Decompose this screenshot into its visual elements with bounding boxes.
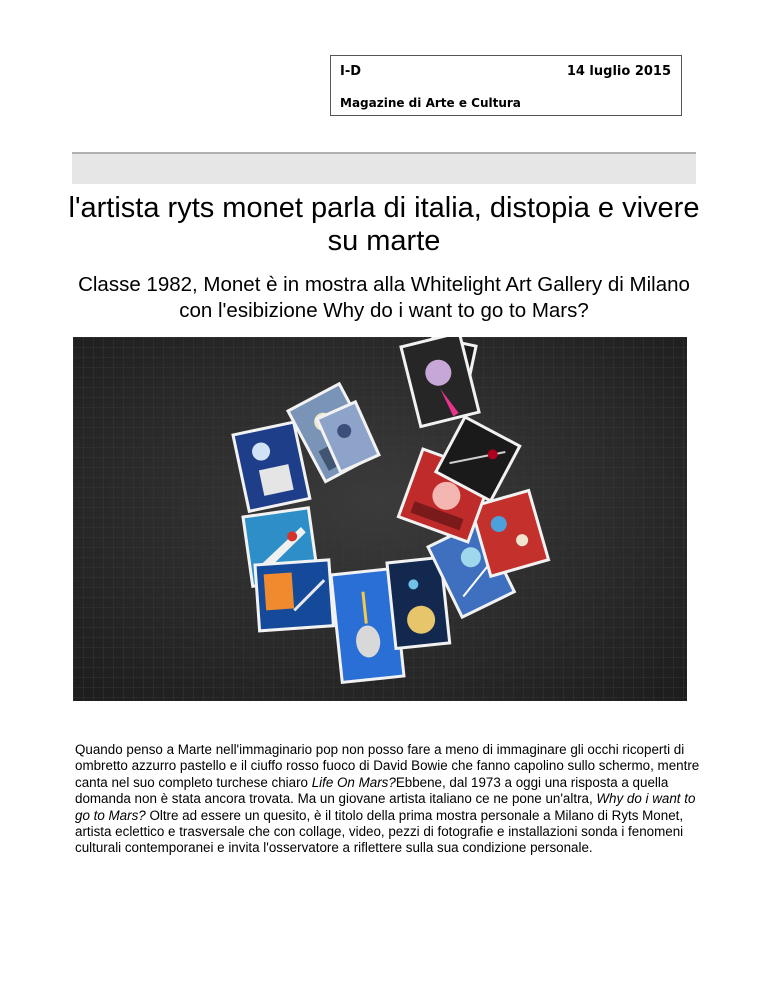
article-photo: [73, 337, 687, 701]
publication-subtitle: Magazine di Arte e Cultura: [340, 96, 521, 110]
publication-name: I-D: [340, 64, 362, 79]
article-title: l'artista ryts monet parla di italia, distopia e vivere su marte: [68, 192, 700, 257]
body-part-3: Oltre ad essere un quesito, è il titolo della prima mostra personale a Milano di Ryts Monet, artista eclettico e trasversale che con collage, video, pezzi di fotografie e installazioni sonda i fenomeni culturali contemporanei e invita l'osservatore a riflettere sulla sua condizione personale.: [75, 807, 684, 856]
body-part-1: Quando penso a Marte nell'immaginario pop non posso fare a meno di immaginare gli occhi ricoperti di ombretto azzurro pastello e il ciuffo rosso fuoco di David Bowie che fanno capolino sullo schermo, mentre canta nel suo completo turchese chiaro: [75, 742, 700, 790]
article-subtitle: Classe 1982, Monet è in mostra alla Whitelight Art Gallery di Milano con l'esibizione Why do i want to go to Mars?: [78, 273, 690, 322]
body-italic-2: Why do i want to go to Mars?: [75, 791, 696, 823]
header-box: [330, 55, 682, 116]
body-part-2: Ebbene, dal 1973 a oggi una risposta a quella domanda non è stata ancora trovata. Ma un giovane artista italiano ce ne pone un'altra,: [75, 774, 669, 807]
article-body: [75, 742, 700, 857]
separator-bar: [72, 152, 696, 184]
publication-date: 14 luglio 2015: [566, 64, 671, 79]
body-italic-1: Life On Mars?: [311, 774, 396, 790]
stamps-photo-illustration: [73, 337, 687, 701]
